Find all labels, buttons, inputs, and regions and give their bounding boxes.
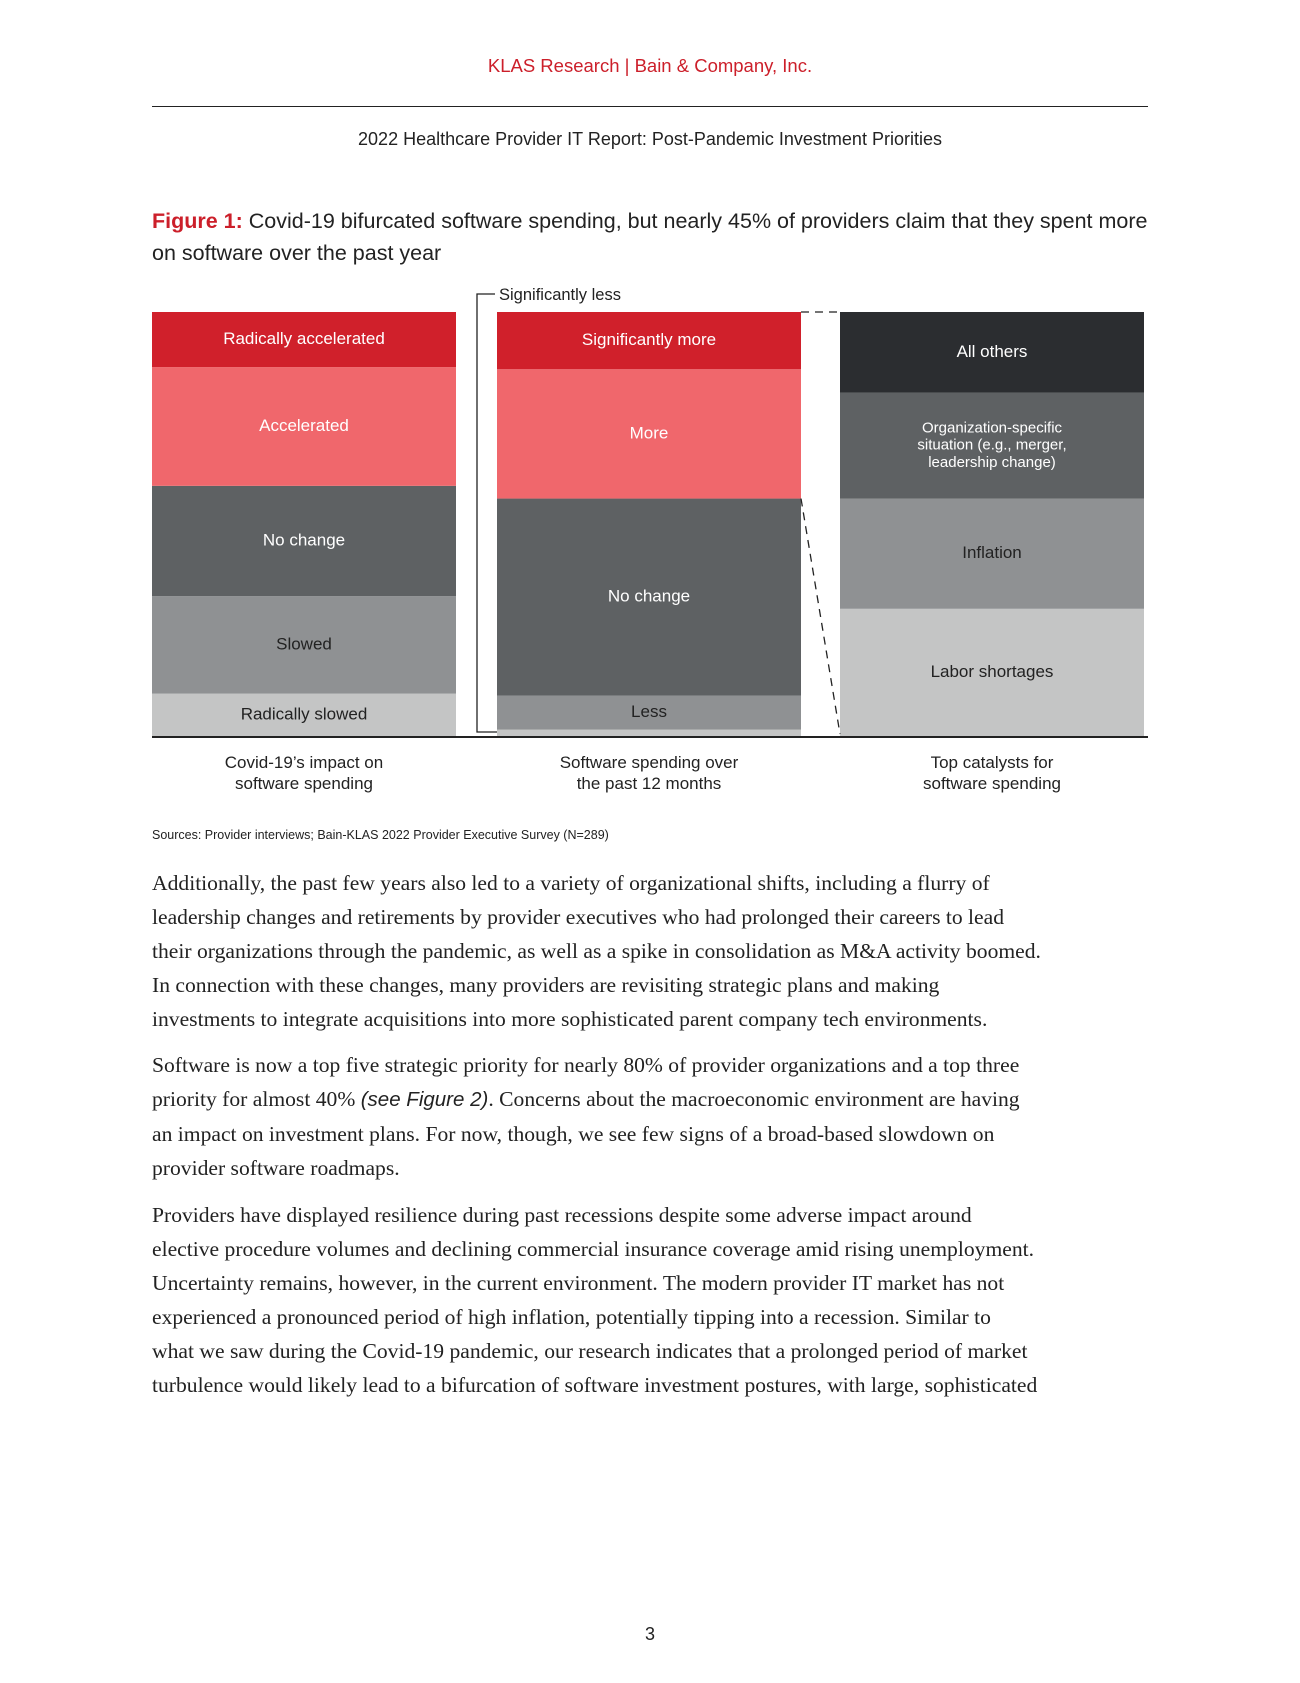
body-paragraph-1 (152, 866, 1152, 1036)
body-line: an impact on investment plans. For now, though, we see few signs of a broad-based slowdown on (152, 1122, 995, 1146)
category-label: software spending (235, 774, 373, 793)
body-line: . Concerns about the macroeconomic environment are having (488, 1087, 1020, 1111)
body-paragraph-3 (152, 1198, 1152, 1402)
category-label: Top catalysts for (930, 753, 1054, 772)
category-label: software spending (923, 774, 1061, 793)
callout-label-significantly-less: Significantly less (499, 286, 621, 304)
segment-label: Organization-specific (921, 419, 1063, 437)
category-label: Software spending over (559, 753, 739, 772)
segment-label: All others (956, 341, 1028, 361)
body-line: priority for almost 40% (152, 1087, 361, 1111)
segment-label: Less (631, 702, 667, 722)
segment-label: Slowed (276, 634, 332, 654)
figure-caption (152, 205, 1148, 269)
segment-label: situation (e.g., merger, (917, 436, 1067, 454)
segment-label: Inflation (962, 543, 1022, 563)
report-title: 2022 Healthcare Provider IT Report: Post-Pandemic Investment Priorities (358, 129, 942, 149)
category-label: the past 12 months (576, 774, 722, 793)
body-line: In connection with these changes, many providers are revisiting strategic plans and making (152, 973, 940, 997)
page-number: 3 (644, 1624, 655, 1644)
body-line: elective procedure volumes and declining commercial insurance coverage amid rising unemployment. (152, 1237, 1035, 1261)
body-line: leadership changes and retirements by provider executives who had prolonged their careers to lead (152, 905, 1005, 929)
header-divider (152, 106, 1148, 107)
segment-label: Accelerated (259, 415, 349, 435)
body-line: turbulence would likely lead to a bifurcation of software investment postures, with large, sophisticated (152, 1373, 1038, 1397)
figure-1-chart (0, 280, 1300, 793)
body-line: investments to integrate acquisitions into more sophisticated parent company tech environments. (152, 1007, 988, 1031)
category-label: Covid-19’s impact on (224, 753, 384, 772)
figure-reference: (see Figure 2) (360, 1088, 489, 1111)
body-line: what we saw during the Covid-19 pandemic, our research indicates that a prolonged period of market (152, 1339, 1028, 1363)
header-organization: KLAS Research | Bain & Company, Inc. (487, 55, 813, 76)
segment-label: Radically accelerated (223, 329, 385, 349)
body-line: experienced a pronounced period of high inflation, potentially tipping into a recession. Similar to (152, 1305, 991, 1329)
segment-label: No change (262, 530, 346, 550)
body-line: Providers have displayed resilience during past recessions despite some adverse impact around (152, 1203, 972, 1227)
body-line: Additionally, the past few years also led to a variety of organizational shifts, including a flurry of (152, 871, 990, 895)
figure-label: Figure 1: (152, 209, 243, 233)
segment-label: No change (607, 586, 691, 606)
figure-caption-text: Covid-19 bifurcated software spending, but nearly 45% of providers claim that they spent more on software over the past year (152, 209, 1148, 265)
body-paragraph-2 (152, 1048, 1152, 1185)
segment-label: More (629, 423, 669, 443)
segment-label: Labor shortages (930, 661, 1054, 681)
segment-label: Significantly more (581, 330, 717, 350)
body-line: Uncertainty remains, however, in the current environment. The modern provider IT market has not (152, 1271, 1005, 1295)
connector-dashed-bottom (801, 499, 840, 734)
callout-bracket (477, 294, 497, 732)
figure-sources: Sources: Provider interviews; Bain-KLAS 2022 Provider Executive Survey (N=289) (152, 828, 609, 842)
body-line: Software is now a top five strategic priority for nearly 80% of provider organizations and a top three (152, 1053, 1020, 1077)
body-line: provider software roadmaps. (152, 1156, 400, 1180)
segment-label: Radically slowed (240, 704, 368, 724)
bar-segment-significantly-less (497, 730, 801, 736)
segment-label: leadership change) (928, 453, 1056, 471)
body-line: their organizations through the pandemic, as well as a spike in consolidation as M&A activity boomed. (152, 939, 1041, 963)
